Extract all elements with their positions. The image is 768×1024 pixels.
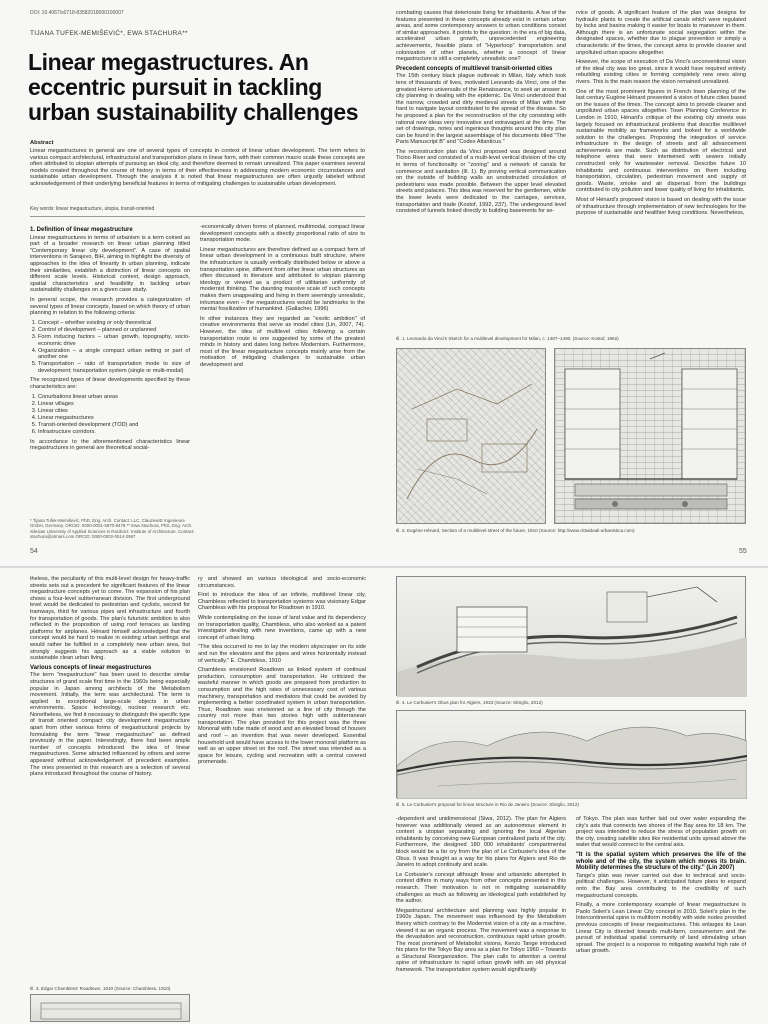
doi-line: DOI: 10.4067/s0718-83582018000100007 (30, 10, 124, 16)
body-column-8 (576, 816, 746, 958)
section-heading: "It is the spatial system which preserves the life of the whole and of the city, the system which moves its brain. Mobility determines the structure of the city." (Lin 2007) (576, 851, 746, 872)
page-number: 54 (30, 548, 38, 555)
figure-2-caption: Ill. 2. Eugène Hénard, Section of a multilevel street of the future, 1910 (Source: http://www.cittaideali-urbanistica.com) (396, 528, 635, 533)
paragraph: Linear megastructures in terms of urbanism is a term coined as part of a broader research on linear urban planning titled "Contemporary linear city development". A case of spatial interventions in Sarajevo, BiH, aiming to highlight the diversity of approaches to the idea of linearity in urban planning, indicate their similarities, establish a distinction of linear concepts on different scale levels. Historical context, design approach, spatial characteristics and feasibility in tackling urban sustainability challenges on a given case study. (30, 234, 190, 294)
paragraph: Most of Hénard's proposed vision is based on dealing with the issue of infrastructure through implementation of new technologies for the purpose of sustainable and healthier living conditions. Nevertheless, (576, 197, 746, 217)
section-heading: Various concepts of linear megastructures (30, 664, 152, 671)
author-line: TIJANA TUFEK-MEMIŠEVIĆ*, EWA STACHURA** (30, 30, 188, 37)
figure-3-roadtown (30, 994, 190, 1022)
figure-5-caption: Ill. 5. Le Corbusier's proposal for linear structure in Rio de Janeiro (Source: Sbriglio, 2012) (396, 802, 579, 807)
paragraph: In accordance to the aforementioned characteristics linear megastructures in general are theoretical social- (30, 438, 190, 452)
paragraph: Tange's plan was never carried out due to technical and socio-political challenges. However, it anticipated future plans to expand onto the Bay area contributing to the credibility of such megastructural concepts. (576, 872, 746, 899)
paragraph: While contemplating on the issue of land value and its dependency on transportation quality, Chambless, who also worked as a patent investigator dealing with new inventions, came up with a new concept of urban living. (198, 614, 366, 641)
paragraph: -economically driven forms of planned, multimodal, compact linear development concepts with a directly proportional ratio of size to transportation mode. (200, 224, 365, 244)
list-item: 3. Linear cities (38, 408, 190, 415)
numbered-list (38, 320, 190, 375)
body-column-6 (198, 576, 366, 769)
abstract-block (30, 140, 365, 188)
page-55 (384, 0, 768, 566)
section-heading: Precedent concepts of multilevel transit-oriented cities (396, 65, 553, 72)
paragraph: Chambless envisioned Roadtown as linked system of continual production, consumption and transportation. He criticized the wasteful manner in which goods are prepared from production to consumption and the high rates of unnecessary cost of various machinery, transportation and mediators that could be avoided by implementing a better coordinated system in urban transportation. Thus, Roadtown was envisioned as a line of city through the country not more than two stories high with subterranean transportation. The plan provided for this project was the three Monorail with tube made of wood and an elevated broad of houses and roof – an invention that was never developed. Essential household unit would have access to the lower monorail platform as well as an upper street on the roof. The street was intended as a space for leisure, cycling and recreation with a central covered promenade. (198, 667, 366, 766)
abstract-label: Abstract (30, 140, 54, 146)
figure-4-obus-plan (396, 576, 746, 696)
paragraph: -dependent and unidimensional (Siwa, 2012). The plan for Algiers however was additionally viewed as an autonomous element in context a utopian separating and ignoring the local Algerian inhabitants by conceiving new European centralized parts of the city. Furthermore, the designed 180 000 inhabitants' compartmental block would be a far cry from the plan of Le Corbusier's idea of the Obus. It was thought as a way for his plans for Algiers and Rio de Janeiro to adopt continuity and scale. (396, 816, 566, 869)
paragraph: In other instances they are regarded as "exotic ambition" of creative environments that serve as model cities (Lin, 2007, 74). However, the idea of multilevel cities following a certain transportation route is one suggested by some of the greatest minds in history and dates long before Modernism. Furthermore, most of the linear megastructure concepts mainly arise from the motivation of mitigating challenges to sustainable urban development and (200, 315, 365, 368)
figure-3-caption: Ill. 3. Edgar Chambless' Roadtown, 1910 (Source: Chambless, 1910) (30, 986, 171, 991)
paragraph: The recognized types of linear developments specified by these characteristics are: (30, 377, 190, 391)
divider (30, 216, 365, 217)
figure-5-rio-proposal (396, 710, 746, 798)
body-column-5 (30, 576, 190, 781)
body-column-1 (30, 224, 190, 455)
paragraph: The 15th century black plague outbreak in Milan, Italy which took tens of thousands of lives, motivated Leonardo da Vinci, one of the greatest Homo universalis of the Renaissance, to seek an answer in city planning in dealing with the epidemic. Da Vinci understood that the narrow, crowded and dirty medieval streets of Milan with their hard to navigate layout contributed to the spread of the disease. So he proposed a plan for the reconstruction of the city consisting with rational new ideas very innovative and extravagant at the time. The set of drawings, notes and ingenious thoughts around this city plan can be found in the largest assemblage of his documents titled "The Paris Manuscript B" and "Codex Atlanticus." (396, 73, 566, 146)
keywords-line: Key words: linear megastructure, utopia, transit-oriented (30, 206, 155, 212)
paragraph: rvice of goods. A significant feature of the plan was designs for hydraulic plants to create the artificial canals which were regulated by locks and basins making it easier for boats to maneuver in them. Although there is an unfortunate social segregation within the designated spaces, whether due to plague prevention or simply a characteristic of the times, the concept aims to provide cleaner and unpolluted urban spaces altogether. (576, 10, 746, 56)
section-heading: 1. Definition of linear megastructure (30, 227, 133, 233)
list-item: 2. Linear villages (38, 401, 190, 408)
page-54 (0, 0, 384, 566)
list-item: 5. Transportation – ratio of transportation mode to size of development; transportation system (single or multi-modal) (38, 361, 190, 374)
paragraph: combating causes that deteriorate living for inhabitants. A few of the features presented in these concepts already exist in certain urban areas, and some contemporary answers to urban conditions consist of similar approaches. It points to the question: in the era of big data, accelerated urban growth, unprecedented engineering achievements, feasible plans of "Hyperloop" transportation and colonization of other planets, whether a concept of linear megastructure is still a completely unrealistic one? (396, 10, 566, 63)
paragraph: "The idea occurred to me to lay the modern skyscraper on its side and run the elevators and the pipes and wires horizontally instead of vertically." E. Chambless, 1910 (198, 644, 366, 664)
numbered-list (38, 394, 190, 436)
list-item: 3. Form inducing factors – urban growth, topography, socio-economic drive (38, 334, 190, 347)
paragraph: However, the scope of execution of Da Vinci's unconventional vision of the ideal city was too great, since it would have required entirely rebuilding existing cities or forming completely new ones along rivers. This is the main reason the vision remained unrealized. (576, 59, 746, 85)
page-number: 55 (739, 548, 747, 555)
page-57 (384, 568, 768, 1024)
paragraph: Le Corbusier's concept although linear and urbanistic attempted in context differs in many ways from other concepts presented in this research. Their motivation is not in mitigating sustainability challenges as much as following an ideological path established by the author. (396, 871, 566, 905)
figure-4-caption: Ill. 4. Le Corbusier's Obus plan for Algiers, 1933 (Source: Sbriglio, 2012) (396, 700, 543, 705)
figure-2-section-drawing (554, 348, 746, 524)
figure-1-sketch (396, 348, 546, 524)
figure-1-caption: Ill. 1. Leonardo da Vinci's Sketch for a multilevel development for Milan, c. 1487–1490. (Source: Kostof, 1992) (396, 336, 619, 341)
paragraph: of Tokyo. The plan was further laid out over water expanding the city's axis that connects two shores of the Bay area for 18 km. The project was intended to reduce the stress of population growth on the city, creating satellite sites like residential units spread above the water that would connect to the central axis. (576, 816, 746, 849)
paragraph: Linear megastructures are therefore defined as a compact form of linear urban development in a continuous built structure, where the infrastructure is usually vertically distributed below or above a transportation spine, different from other linear urban structures as often discussed in literature and attributed to utopian planning ideology or viewed as a product of utilitarian uniformity of modernist thinking. The daunting massive scale of such concepts makes them unappealing and living in them seemingly unrealistic, inhumane even – the megastructures would be landmarks to the mental fossilization of humankind. (Gallacher, 1996) (200, 246, 365, 313)
page-56 (0, 568, 384, 1024)
body-column-2 (200, 224, 365, 371)
paragraph: ry and showed an various ideological and socio-economic circumstances. (198, 576, 366, 589)
body-column-4 (576, 10, 746, 220)
body-column-3 (396, 10, 566, 218)
paragraph: Megastructural architecture and planning was highly popular in 1960s Japan. The movement was influenced by the Metabolism theory which contrary to the Modernist vision of a city as a machine, viewed it as an organic process. The movement was a response to the devastation and reconstruction, continuous rapid urban growth. The most prominent of Metabolist visions, Kenzo Tange introduced his plans for the Tokyo Bay area as a plan for Tokyo 1960 – Towards a Structural Reorganization. The plan calls to attention a central spine of infrastructure to rapid urban growth with an old physical framework. The transportation system would significantly (396, 907, 566, 974)
list-item: 6. Infrastructure corridors. (38, 429, 190, 436)
body-column-7 (396, 816, 566, 977)
list-item: 5. Transit-oriented development (TOD) and (38, 422, 190, 429)
paragraph: Finally, a more contemporary example of linear megastructure is Paolo Soleri's Lean Linear City concept in 2010. Soleri's plan in the Intercontinental spine is multiform mobility with wide nodes provided previous concepts of linear megastructures. This enlarges its Lean Linear City is directed towards multi-farm, consumerism and the pursuit of individual spatial community of land stimulating urban sprawl. The project is a response to mitigating wasteful high rate of urban growth. (576, 902, 746, 955)
list-item: 1. Concept – whether existing or only theoretical (38, 320, 190, 327)
list-item: 2. Control of development – planned or unplanned (38, 327, 190, 334)
author-footnote: * Tijana Tufek-Memišević, PhD, Eng. Arch. Contact: LLC, Clauzewitz Ingenieure GmbH, Germany. ORCID: 0000-0001-5870-8478 ** Ewa Stachura, PhD, Eng. Arch. Silesian University of Applied Sciences in Racibórz. Institute of Architecture. Contact: stachura@atmars.com ORCID: 0000-0002-0514-2967 (30, 518, 195, 539)
paragraph: The term "megastructure" has been used to describe similar structures of grand scale first time in the 1960s being especially popular in Japan among architects of the Metabolism movement. Initially, the term was architectural. The term is applied to exceptional large-scale objects in urban environments. Space technology, nuclear research etc. Nonetheless, we find it necessary to distinguish the specific type of transit oriented compact city development megastructure apart from other various forms of megastructural projects by formulating the term "linear megastructure" as defined previously in the paper. Interestingly, there had been ample number of concepts introduced the idea of linear megastructures. Some attracted influenced by others and some appeared without acknowledgement of precedent examples. The ones presented in this research are a selection of several plans introduced throughout the course of history. (30, 672, 190, 778)
paragraph: The reconstruction plan da Vinci proposed was designed around Ticino River and consisted of a multi-level vertical division of the city in terms of functionality or "zoning" and a network of canals for commerce and sanitation (Ill. 1). By proving vertical communication on the outside of building walls an unobstructed circulation of pedestrians was made possible. Between the upper level elevated streets and palaces. This idea was reserved for the gentlemen, while the lower levels were dedicated to the carriages, services, transportation and trade (Kostof, 1992, 237). The underground level consisted of tunnels linked directly to building basements for se- (396, 148, 566, 215)
paragraph: First to introduce the idea of an infinite, multilevel linear city, Chambless reflected to transportation systems was visionary Edgar Chambless with his proposal for Roadtown in 1910. (198, 592, 366, 612)
article-title: Linear megastructures. An eccentric pursuit in tackling urban sustainability challenges (28, 49, 359, 125)
abstract-text: Linear megastructures in general are one of several types of concepts in context of linear urban development. The term refers to various compact architectural, infrastructural and transportation plans in linear form, with their common macro scale these concepts are often attributed to utopian attempts of pursuing an ideal city, and therefore deemed to remain unrealized. This paper examines several models created throughout the course of history in terms of their effectiveness in addressing modern economic circumstances and sustainable urban development. Through the analysis it is noted that linear megastructures are often unjustly labeled without acknowledgement of their underlying beneficial features in terms of mitigating challenges to sustainable urban development. (30, 148, 365, 187)
paragraph: In general scope, the research provides a categorization of several types of linear concepts, based on which theory of urban planning in relation to the following criteria: (30, 296, 190, 317)
paragraph: One of the most prominent figures in French town planning of the last century Eugène Hénard presented a vision of future cities based on the issues of the times. The concept aims to provide cleaner and unpolluted urban spaces altogether. Town Planning Conference in London in 1910, Hénard's critique of the existing city streets was largely focused on infrastructural problems that describe multilevel sustainable mobility as frameworks and looked for a worldwide solution to the challenges. Proposing the integration of service infrastructure in the design of streets and all advancement achievements are made. Such as distribution of electrical and telephone wires that were intertwined with sewers initially constructed only for wastewater removal. Describe future 10 inhabitants and continuous interventions on them including transportation, circulation, pedestrian movement and supply of goods. Waste, smoke and air dispersal from the buildings contributed to city pollution and lower quality of living for inhabitants. (576, 88, 746, 194)
list-item: 1. Conurbations linear urban areas (38, 394, 190, 401)
list-item: 4. Organization – a single compact urban setting or part of another one (38, 348, 190, 361)
list-item: 4. Linear megastructures (38, 415, 190, 422)
paragraph: theless, the peculiarity of this multi-level design for heavy-traffic streets sets out a precedent for significant features of the linear megastructure concepts yet to come. The expansion of his plan shows a four-level subterranean division. The first underground level would be dedicated to pedestrian and cyclists, second for tramways, third for various pipes and infrastructure and fourth for transportation of goods. The plan's futuristic ambition is also reflected in the proposition of using roof terraces as landing platforms for airplanes. Hénard himself acknowledged that the concept would be hard to realize in existing urban settings and would rather be fulfilled in a completely new urban area, but strongly suggests his approach as a viable solution to sustainable clean urban living. (30, 576, 190, 662)
